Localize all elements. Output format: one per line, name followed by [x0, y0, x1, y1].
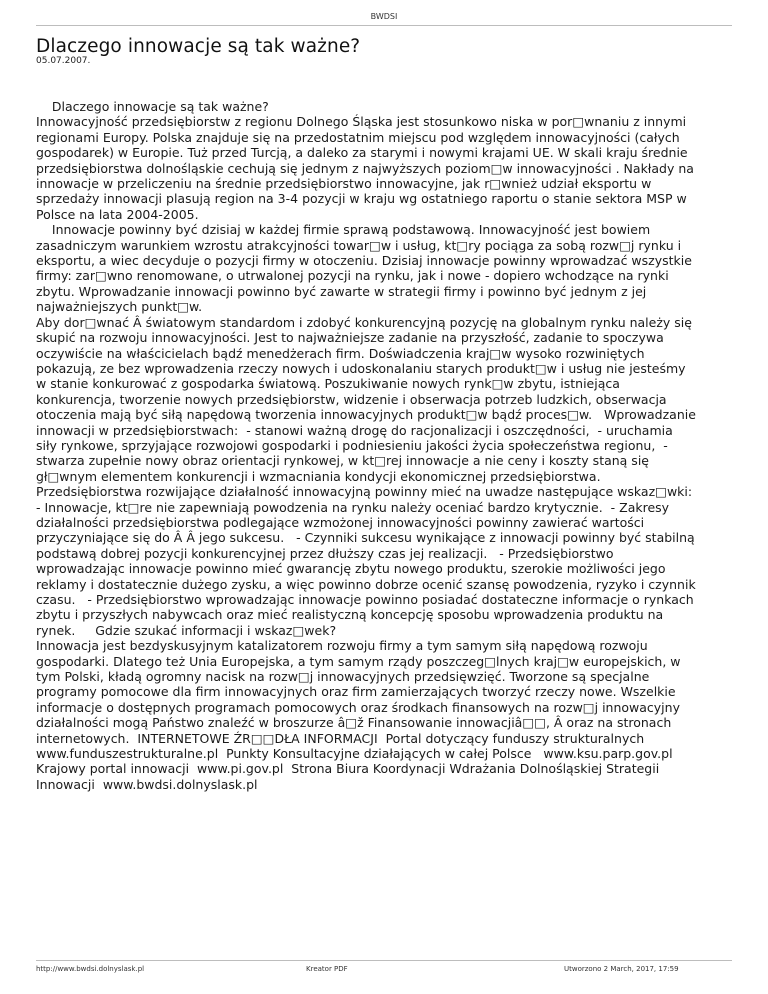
- article-body-line: Przedsiębiorstwa rozwijające działalność innowacyjną powinny mieć na uwadze następujące wskaz□wki:: [36, 484, 693, 500]
- article-body-line: skupić na rozwoju innowacyjności. Jest to najważniejsze zadanie na przyszłość, zadanie to spoczywa: [36, 330, 664, 346]
- article-body-line: w stanie konkurować z gospodarka światową. Poszukiwanie nowych rynk□w zbytu, istniejąca: [36, 376, 620, 392]
- article-body-line: siły rynkowe, sprzyjające rozwojowi gospodarki i podniesieniu jakości życia społeczeństwa regionu, -: [36, 437, 668, 453]
- footer-divider: [36, 960, 732, 961]
- footer-timestamp: Utworzono 2 March, 2017, 17:59: [564, 965, 679, 973]
- article-body-line: zbytu. Wprowadzanie innowacji powinno być zawarte w strategii firmy i powinno być jednym z jej: [36, 283, 647, 299]
- article-body-line: otoczenia mają być siłą napędową tworzenia innowacyjnych produkt□w bądź proces□w. Wprowadzanie: [36, 407, 696, 423]
- article-body-line: Innowacyjność przedsiębiorstw z regionu Dolnego Śląska jest stosunkowo niska w por□wnaniu z innymi: [36, 114, 687, 130]
- article-body-line: konkurencja, tworzenie nowych przedsiębiorstw, widzenie i obserwacja potrzeb ludzkich, obserwacja: [36, 391, 667, 407]
- article-body-line: Dlaczego innowacje są tak ważne?: [36, 99, 269, 114]
- article-body-line: informacje o dostępnych programach pomocowych oraz środkach finansowych na rozw□j innowacyjny: [36, 699, 680, 715]
- article-body-line: regionami Europy. Polska znajduje się na przedostatnim miejscu pod względem innowacyjności (całych: [36, 129, 680, 145]
- article-body-line: gospodarek) w Europie. Tuż przed Turcją, a daleko za starymi i nowymi krajami UE. W skali kraju średnie: [36, 145, 688, 161]
- article-body-line: internetowych. INTERNETOWE ŹR□□DŁA INFORMACJI Portal dotyczący funduszy strukturalnych: [36, 730, 645, 746]
- article-body-line: innowacji w przedsiębiorstwach: - stanowi ważną drogę do racjonalizacji i oszczędności, - uruchamia: [36, 422, 673, 438]
- article-body-line: podstawą dobrej pozycji konkurencyjnej przez dłuższy czas jej realizacji. - Przedsiębiorstwo: [36, 545, 614, 561]
- header-divider: [36, 25, 732, 26]
- article-body-line: eksportu, a wiec decyduje o pozycji firmy w otoczeniu. Dzisiaj innowacje powinny wprowadzać wszystkie: [36, 253, 692, 269]
- article-body-line: www.funduszestrukturalne.pl Punkty Konsultacyjne działających w całej Polsce www.ksu.parp.gov.pl: [36, 746, 673, 762]
- article-body-line: Innowacje powinny być dzisiaj w każdej firmie sprawą podstawową. Innowacyjność jest bowiem: [36, 222, 651, 238]
- article-body-line: Aby dor□wnać Â światowym standardom i zdobyć konkurencyjną pozycję na globalnym rynku należy się: [36, 314, 692, 330]
- article-title: Dlaczego innowacje są tak ważne?: [36, 36, 361, 57]
- article-body-line: działalności przedsiębiorstwa podlegające wzmożonej innowacyjności powinny zawierać wartości: [36, 514, 645, 530]
- article-body-line: reklamy i dostatecznie dużego zysku, a więc powinno dobrze ocenić szansę powodzenia, ryzyko i czynnik: [36, 576, 696, 592]
- article-body-line: rynek. Gdzie szukać informacji i wskaz□wek?: [36, 622, 337, 638]
- article-body-line: działalności mogą Państwo znaleźć w broszurze â□ž Finansowanie innowacjiâ□□, Â oraz na stronach: [36, 715, 672, 731]
- article-body-line: oczywiście na właścicielach bądź menedżerach firm. Doświadczenia kraj□w wysoko rozwiniętych: [36, 345, 645, 361]
- article-body-line: - Innowacje, kt□re nie zapewniają powodzenia na rynku należy oceniać bardzo krytycznie. - Zakresy: [36, 499, 670, 515]
- article-body-line: przedsiębiorstwa dolnośląskie cechują się jednym z najwyższych poziom□w innowacyjności . Nakłady na: [36, 160, 694, 176]
- article-body-line: najważniejszych punkt□w.: [36, 299, 203, 315]
- article-body-line: Innowacji www.bwdsi.dolnyslask.pl: [36, 776, 258, 792]
- article-body-line: Krajowy portal innowacji www.pi.gov.pl Strona Biura Koordynacji Wdrażania Dolnośląskiej Strategii: [36, 761, 660, 777]
- article-body: [36, 99, 736, 792]
- footer-site-link[interactable]: http://www.bwdsi.dolnyslask.pl: [36, 965, 145, 973]
- article-body-line: wprowadzając innowacje powinno mieć gwarancję zbytu nowego produktu, szerokie możliwości jego: [36, 561, 666, 577]
- article-body-line: czasu. - Przedsiębiorstwo wprowadzając innowacje powinno posiadać dostateczne informacje o rynkach: [36, 592, 694, 607]
- article-body-line: zasadniczym warunkiem wzrostu atrakcyjności towar□w i usług, kt□ry pociąga za sobą rozw□j rynku i: [36, 237, 682, 253]
- article-body-line: pokazują, ze bez wprowadzenia rzeczy nowych i udoskonalaniu starych produkt□w i usług nie jesteśmy: [36, 360, 686, 376]
- article-body-line: sprzedaży innowacji plasują region na 3-4 pozycji w kraju wg ostatniego raportu o stanie sektora MSP w: [36, 191, 687, 207]
- article-body-line: Innowacja jest bezdyskusyjnym katalizatorem rozwoju firmy a tym samym siłą napędową rozwoju: [36, 638, 648, 654]
- article-date: 05.07.2007.: [36, 56, 91, 66]
- article-body-line: programy pomocowe dla firm innowacyjnych oraz firm zamierzających tworzyć rzeczy nowe. Wszelkie: [36, 684, 676, 700]
- article-body-line: firmy: zar□wno renomowane, o utrwalonej pozycji na rynku, jak i nowe - dopiero wchodzące na rynki: [36, 268, 669, 284]
- article-body-line: innowacje w przeliczeniu na średnie przedsiębiorstwo innowacyjne, jak r□wnież udział eksportu w: [36, 176, 652, 192]
- article-body-line: Polsce na lata 2004-2005.: [36, 206, 199, 222]
- article-body-line: gł□wnym elementem konkurencji i wzmacniania kondycji ekonomicznej przedsiębiorstwa.: [36, 468, 601, 484]
- article-body-line: zbytu i przyszłych nabywcach oraz mieć realistyczną koncepcję sposobu wprowadzenia produktu na: [36, 607, 664, 623]
- site-name-header: BWDSI: [370, 12, 398, 21]
- article-body-line: tym Polski, kładą ogromny nacisk na rozw□j innowacyjnych przedsięwzięć. Tworzone są specjalne: [36, 669, 650, 685]
- article-body-line: gospodarki. Dlatego też Unia Europejska, a tym samym rządy poszczeg□lnych kraj□w europejskich, w: [36, 653, 681, 669]
- article-body-line: przyczyniające się do Â Â jego sukcesu. - Czynniki sukcesu wynikające z innowacji powinny być stabilną: [36, 530, 695, 546]
- footer-generator: Kreator PDF: [306, 965, 348, 973]
- article-body-line: stwarza zupełnie nowy obraz orientacji rynkowej, w kt□rej innowacje a nie ceny i koszty staną się: [36, 453, 649, 469]
